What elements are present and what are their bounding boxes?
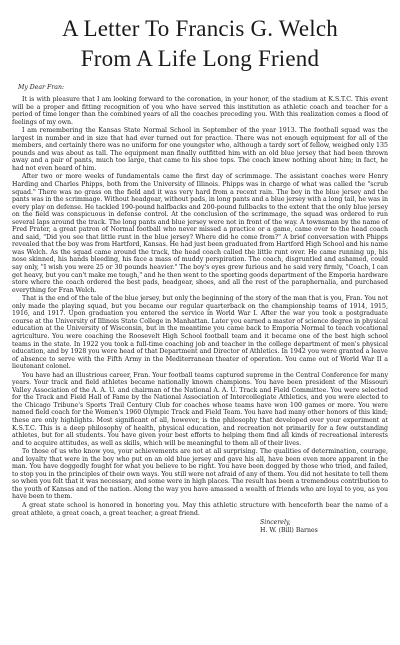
closing — [260, 519, 388, 534]
signature: H. W. (Bill) Barnes — [260, 526, 318, 534]
paragraph: It is with pleasure that I am looking forward to the coronation, in your honor, of the stadium at K.S.T.C. This event will be a proper and fitting recognition of you who have served this institution as athletic coach and teacher for a period of time longer than the combined years of all the coaches preceding you. With this realization comes a flood of feelings of my own. — [12, 96, 388, 126]
title-line-2: From A Life Long Friend — [80, 46, 320, 71]
letter-title — [12, 14, 388, 74]
paragraph: That is the end of the tale of the blue jersey, but only the beginning of the story of the man that is you, Fran. You not only made the playing squad, but you became our regular quarterback on the championship teams of 1914, 1915, 1916, and 1917. Upon graduation you entered the service in World War I. After the war you took a postgraduate course at the University of Illinois State College in Manhattan. Later you earned a master of science degree in physical education at the University of Wisconsin, but in the meantime you came back to Emporia Normal to teach vocational agriculture. You were coaching the Roosevelt High School football team and it became one of the best high school teams in the state. In 1922 you took a full-time coaching job and teacher in the college department of men's physical education, and by 1928 you were head of that Department and Director of Athletics. In 1942 you were granted a leave of absence to serve with the Fifth Army in the Mediterranean theater of operation. You came out of World War II a lieutenant colonel. — [12, 295, 388, 371]
paragraph: After two or more weeks of fundamentals came the first day of scrimmage. The assistant coaches were Henry Harding and Charles Phipps, both from the University of Illinois. Phipps was in charge of what was called the "scrub squad." There was no grass on the field and it was very hard from a recent rain. The boy in the blue jersey and the pants was in the scrimmage. Without headgear, without pads, in long pants and a blue jersey with a long tail, he was in every play on defense. He tackled 190-pound halfbacks and 200-pound fullbacks to the extent that the only blue jersey on the field was conspicuous in defense control. At the conclusion of the scrimmage, the squad was ordered to run several laps around the track. The long pants and blue jersey were not in front of the way. A townsman by the name of Fred Prater, a great patron of Normal football who never missed a practice or a game, came over to the head coach and said, "Did you see that little runt in the blue jersey? Where did he come from?" A brief conversation with Phipps revealed that the boy was from Hartford, Kansas. He had just been graduated from Hartford High School and his name was Welch. As the squad came around the track, the head coach called the little runt over. He came running up, his nose skinned, his hands bleeding, his face a mass of muddy perspiration. The coach, disgruntled and ashamed, could say only, "I wish you were 25 or 30 pounds heavier." The boy's eyes grew furious and he said very firmly, "Coach, I can get heavy, but you can't make me tough," and he then went to the sporting goods department of the Emporia hardware store where the coach ordered the best pads, headgear, shoes, and all the rest of the paraphernalia, and purchased everything for Fran Welch. — [12, 173, 388, 294]
title-line-1: A Letter To Francis G. Welch — [62, 16, 338, 41]
closing-sincerely: Sincerely, — [260, 519, 291, 527]
salutation: My Dear Fran: — [18, 84, 65, 91]
paragraph: A great state school is honored in honoring you. May this athletic structure with henceforth bear the name of a great athlete, a great coach, a great teacher, a great friend. — [12, 501, 388, 517]
paragraph: You have had an illustrious career, Fran. Your football teams captured supreme in the Central Conference for many years. Your track and field athletes became nationally known champions. You have been president of the Missouri Valley Association of the A. A. U. and chairman of the National A. A. U. Track and Field Committee. You were selected for the Track and Field Hall of Fame by the National Association of Intercollegiate Athletics, and you were elected to the Chicago Tribune's Sports Trail Century Club for coaches whose teams have won 100 games or more. You were named field coach for the Women's 1960 Olympic Track and Field Team. You have had many other honors of this kind; these are only highlights. Most significant of all, however, is the philosophy that developed over your experiment at K.S.T.C. This is a deep philosophy of health, physical education, and recreation not primarily for a few outstanding athletes, but for all students. You have given your best efforts to helping them find all kinds of recreational interests and to acquire attitudes, as well as skills, which will be meaningful to them all of their lives. — [12, 371, 388, 447]
paragraph: To those of us who know you, your achievements are not at all surprising. The qualities of determination, courage, and loyalty that were in the boy who put on an old blue jersey and gave his all, have been even more apparent in the man. You have doggedly fought for what you believe to be right. You have been dogged by those who tried, and failed, to stop you in the principles of their own ways. You still were not afraid of any of them. You did not hesitate to tell them so when you felt that it was necessary, and some were in high places. The result has been a tremendous contribution to the youth of Kansas and of the nation. Along the way you have amassed a wealth of friends who are loyal to you, as you have been to them. — [12, 448, 388, 501]
paragraph: I am remembering the Kansas State Normal School in September of the year 1913. The football squad was the largest in number and in size that had ever turned out for practice. There was not enough equipment for all of the members, and certainly there was no uniform for one youngster who, although a tardy sort of fellow, weighed only 135 pounds and was about as tall. The equipment man finally outfitted him with an old blue jersey that had been thrown away and a pair of pants, much too large, that came to his shoe tops. The coach knew nothing about him; in fact, he had not even heard of him. — [12, 127, 388, 172]
letter-body — [12, 96, 388, 517]
